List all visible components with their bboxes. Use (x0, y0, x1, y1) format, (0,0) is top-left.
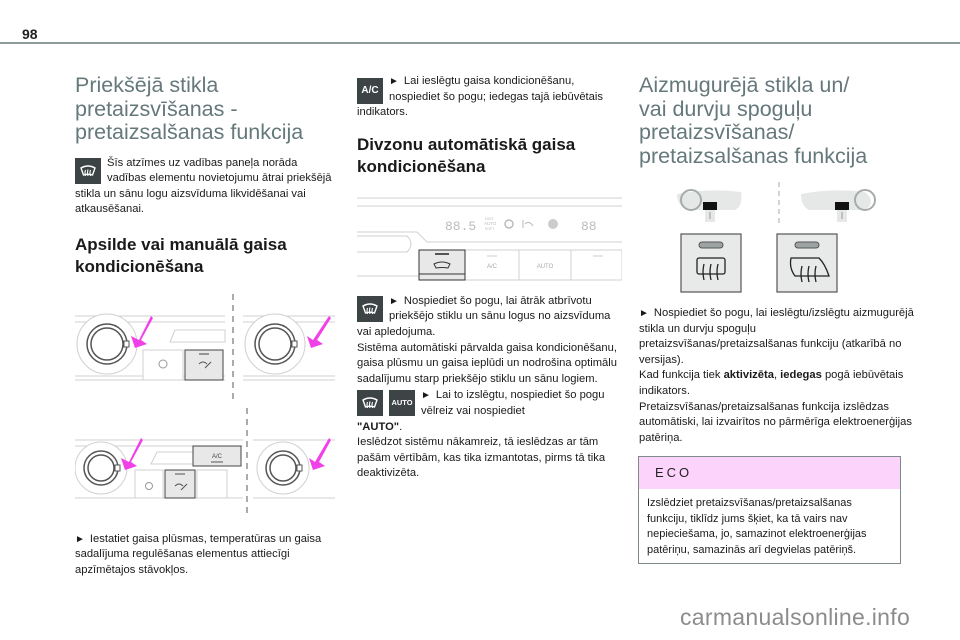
rear-step (639, 306, 914, 368)
dual-zone-panel-illustration (357, 192, 622, 284)
windscreen-defrost-icon (357, 296, 383, 322)
column-dual-zone (357, 74, 622, 482)
windscreen-defrost-icon (75, 158, 101, 184)
column-rear-defrost (639, 60, 914, 446)
magenta-arrow (309, 438, 331, 470)
text: pogā iebūvētais indikators. (639, 369, 904, 397)
ac-button-icon (357, 78, 383, 104)
front-defrost-title (75, 74, 333, 145)
windscreen-defrost-icon (357, 390, 383, 416)
ac-text: Lai ieslēgtu gaisa kondicionēšanu, nospiediet šo pogu; iedegas tajā iebūvētais indikators. (357, 75, 603, 119)
step-text: Nospiediet šo pogu, lai ieslēgtu/izslēgtu aizmugurējā stikla un durvju spoguļu pretaizsvīšanas/pretaizsalšanas funkciju (atkarībā no versijas). (639, 307, 914, 366)
page-number: 98 (22, 26, 38, 42)
rear-defrost-illustration (669, 182, 909, 294)
manual-step (75, 532, 333, 579)
ac-paragraph (357, 74, 622, 121)
title-line: pretaizsalšanas funkcija (75, 120, 304, 144)
text: Kad funkcija tiek (639, 369, 724, 382)
defrost-paragraph (357, 294, 622, 341)
title-line: kondicionēšana (357, 156, 486, 176)
rear-defrost-title (639, 74, 914, 168)
magenta-arrow (307, 316, 331, 348)
system-text: Sistēma automātiski pārvalda gaisa kondicionēšanu, gaisa plūsmu un gaisa ieplūdi un nodrošina optimālu sadalījumu starp priekšējo stiklu un sānu logiem. (357, 341, 617, 385)
off-text: Lai to izslēgtu, nospiediet šo pogu vēlreiz vai nospiediet (421, 389, 605, 417)
auto-panel-graphic (357, 192, 622, 284)
svg-text:88.5: 88.5 (445, 218, 477, 234)
svg-text:88: 88 (581, 218, 597, 234)
bold-text: aktivizēta (723, 369, 774, 382)
eco-text: Izslēdziet pretaizsvīšanas/pretaizsalšanas funkciju, tiklīdz jums šķiet, ka tā vairs nav nepieciešama, jo, samazinot elektroenerģijas patēriņu, samazinās arī degvielas patēriņš. (647, 497, 867, 556)
svg-text:FAST: FAST (485, 216, 494, 221)
watermark: carmanualsonline.info (680, 604, 911, 630)
off-paragraph (357, 388, 622, 435)
step-arrow-icon: ► (75, 533, 85, 545)
header-rule (0, 42, 960, 44)
ac-panel-graphic (75, 408, 335, 518)
step-arrow-icon: ► (421, 390, 431, 402)
auto-label-bold: "AUTO" (357, 420, 400, 433)
step-arrow-icon: ► (639, 308, 649, 319)
manual-heating-illustration (75, 294, 335, 402)
title-line: Divzonu automātiskā gaisa (357, 134, 576, 154)
title-line: Apsilde vai manuālā gaisa (75, 234, 287, 254)
restart-text: Ieslēdzot sistēmu nākamreiz, tā ieslēdzas ar tām pašām vērtībām, kas tika izmantotas, pirms tā tika deaktivizēta. (357, 436, 606, 480)
magenta-arrow (121, 438, 143, 470)
step-arrow-icon: ► (389, 76, 399, 87)
active-text (639, 368, 914, 399)
manual-ac-title (75, 234, 333, 278)
title-line: pretaizsalšanas funkcija (639, 143, 868, 168)
text: , (773, 369, 781, 382)
manual-ac-illustration (75, 408, 335, 518)
off-text-end: . (399, 420, 403, 433)
auto-icon-label: AUTO (391, 398, 413, 408)
eco-title: ECO (639, 457, 900, 489)
eco-notice-box (638, 456, 901, 564)
step-text: Iestatiet gaisa plūsmas, temperatūras un gaisa sadalījuma regulēšanas elementus attiecīgi apzīmētajos stāvokļos. (75, 532, 322, 577)
title-line: vai durvju spoguļu (639, 96, 813, 121)
step-arrow-icon: ► (389, 295, 399, 307)
auto-off-text: Pretaizsvīšanas/pretaizsalšanas funkcija izslēdzas automātiski, lai izvairītos no pārmērīga elektroenerģijas patēriņa. (639, 400, 912, 444)
svg-text:AUTO: AUTO (484, 220, 497, 226)
title-line: pretaizsvīšanas/ (639, 120, 795, 144)
defrost-text: Nospiediet šo pogu, lai ātrāk atbrīvotu priekšējo stiklu un sānu logus no aizsvīduma vai apledojuma. (357, 294, 611, 338)
svg-text:SOFT: SOFT (485, 226, 495, 231)
heating-panel-graphic (75, 294, 335, 402)
auto-button-icon (389, 390, 415, 416)
column-front-defrost (75, 60, 333, 579)
intro-text: Šīs atzīmes uz vadības paneļa norāda vadības elementu novietojumu ātrai priekšējā stikla un sānu logu aizsvīduma likvidēšanai vai atkausēšanai. (75, 156, 332, 216)
title-line: Priekšējā stikla (75, 73, 219, 97)
intro-paragraph (75, 156, 333, 218)
svg-text:A/C: A/C (486, 263, 498, 270)
svg-text:A/C: A/C (211, 453, 223, 460)
bold-text: iedegas (780, 369, 822, 382)
ac-icon-label: A/C (361, 85, 379, 96)
title-line: Aizmugurējā stikla un/ (639, 73, 850, 97)
title-line: kondicionēšana (75, 256, 204, 276)
title-line: pretaizsvīšanas - (75, 96, 238, 121)
svg-text:AUTO: AUTO (536, 263, 554, 270)
rear-defrost-graphic (669, 182, 909, 294)
dual-zone-title (357, 134, 622, 178)
